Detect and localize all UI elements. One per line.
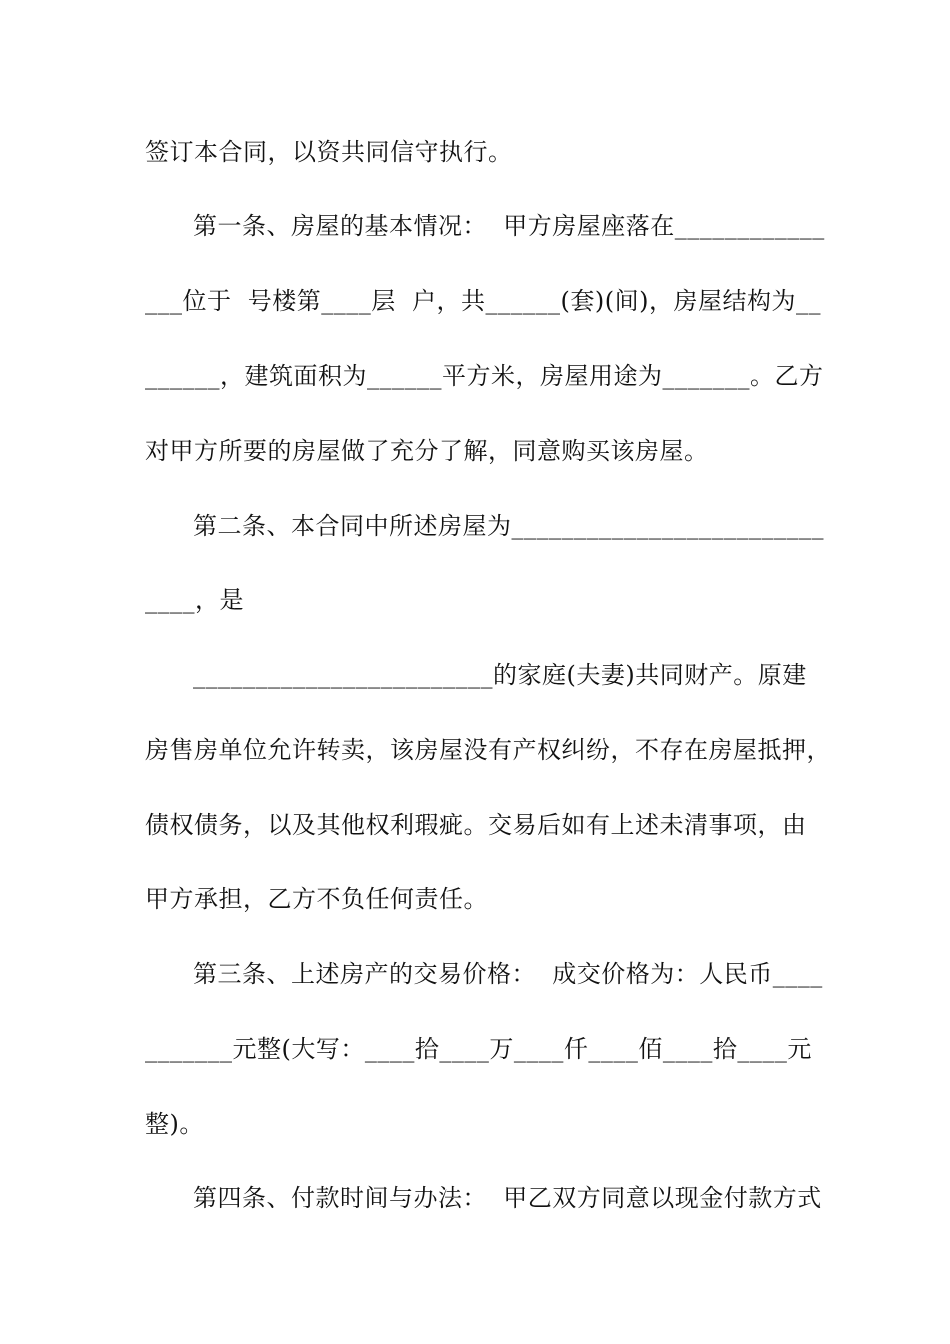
text-line: 对甲方所要的房屋做了充分了解，同意购买该房屋。 bbox=[145, 437, 709, 465]
text-line: _______元整(大写：____拾____万____仟____佰____拾____元 bbox=[145, 1035, 812, 1063]
article-1-heading-line: 第一条、房屋的基本情况： 甲方房屋座落在____________ bbox=[193, 212, 825, 240]
text-line: 整)。 bbox=[145, 1110, 204, 1138]
text-line: ____，是 bbox=[145, 586, 244, 614]
text-line: ___位于 号楼第____层 户，共______(套)(间)，房屋结构为__ bbox=[145, 287, 821, 315]
text-line: ______，建筑面积为______平方米，房屋用途为_______。乙方 bbox=[145, 362, 824, 390]
article-2-heading-line: 第二条、本合同中所述房屋为_________________________ bbox=[193, 512, 824, 540]
text-line: 签订本合同，以资共同信守执行。 bbox=[145, 138, 513, 166]
text-line: 债权债务，以及其他权利瑕疵。交易后如有上述未清事项，由 bbox=[145, 811, 807, 839]
text-line: 甲方承担，乙方不负任何责任。 bbox=[145, 885, 488, 913]
article-4-heading-line: 第四条、付款时间与办法： 甲乙双方同意以现金付款方式 bbox=[193, 1184, 822, 1212]
text-line: 房售房单位允许转卖，该房屋没有产权纠纷，不存在房屋抵押， bbox=[145, 736, 831, 764]
text-line: ________________________的家庭(夫妻)共同财产。原建 bbox=[193, 661, 807, 689]
article-3-heading-line: 第三条、上述房产的交易价格： 成交价格为：人民币____ bbox=[193, 960, 823, 988]
